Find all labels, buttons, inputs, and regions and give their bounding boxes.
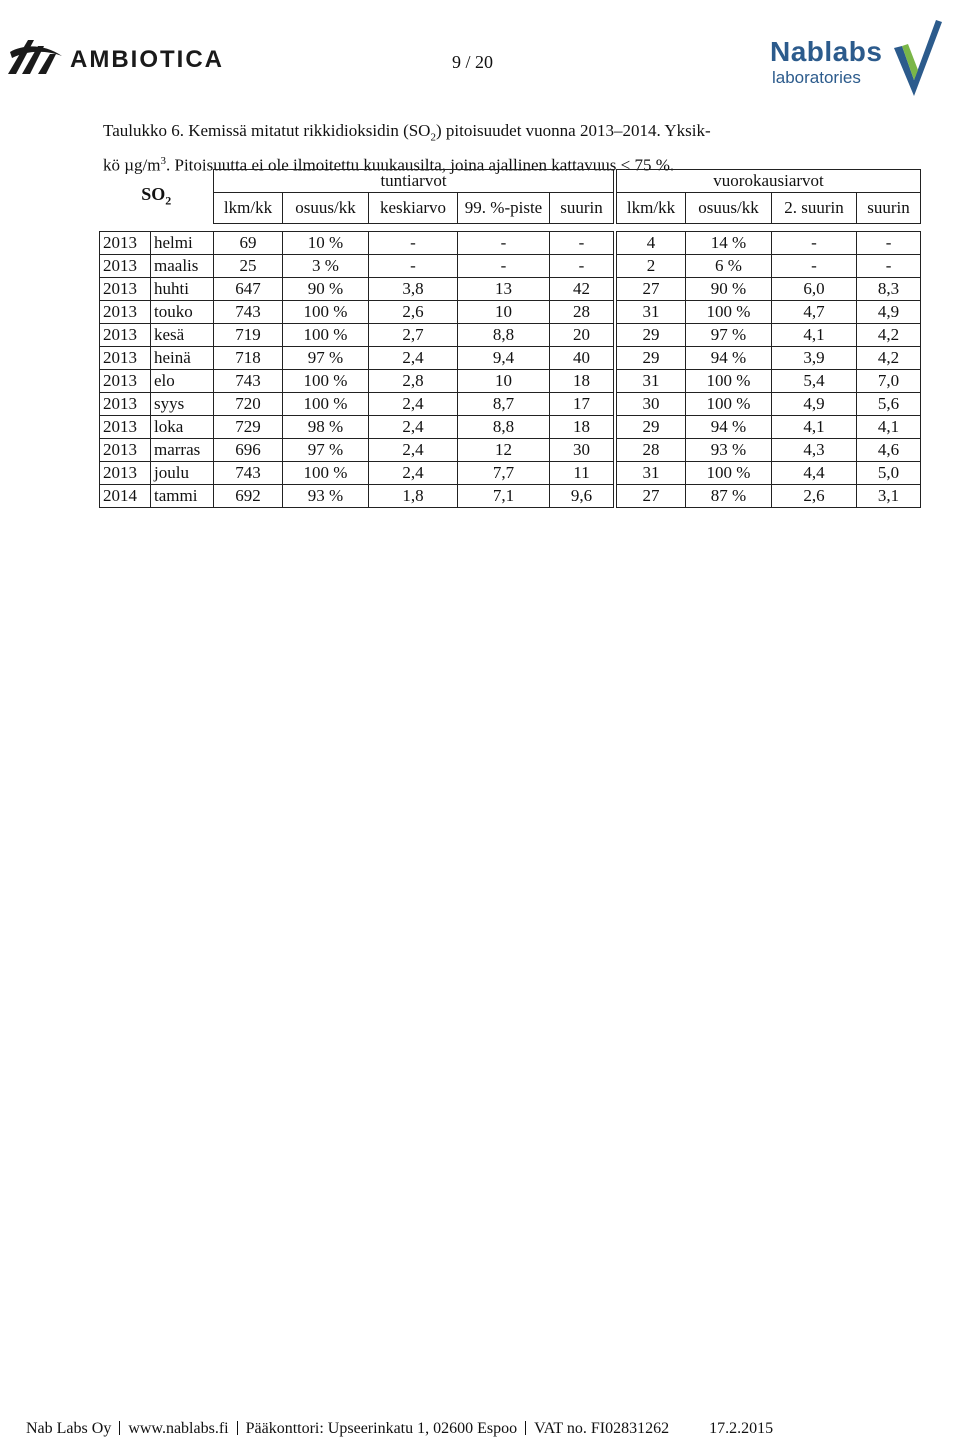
table-cell: 10 bbox=[458, 370, 550, 393]
row-year: 2013 bbox=[100, 393, 151, 416]
table-cell: 93 % bbox=[686, 439, 772, 462]
nablabs-brand-subtext: laboratories bbox=[772, 68, 861, 87]
table-row bbox=[100, 393, 921, 416]
table-cell: 90 % bbox=[686, 278, 772, 301]
table-cell: 4,9 bbox=[772, 393, 857, 416]
caption-text-2: ) pitoisuudet vuonna 2013–2014. Yksik- bbox=[435, 121, 711, 140]
table-row bbox=[100, 278, 921, 301]
col-header: 99. %-piste bbox=[458, 193, 550, 224]
table-cell: 4,2 bbox=[857, 347, 921, 370]
table-cell: 5,0 bbox=[857, 462, 921, 485]
nablabs-brand-text: Nablabs bbox=[770, 36, 883, 67]
caption-text-4: . Pitoisuutta ei ole ilmoitettu kuukausilta, joina ajallinen kattavuus < 75 %. bbox=[166, 156, 675, 176]
table-cell: 4,6 bbox=[857, 439, 921, 462]
table-cell: 18 bbox=[550, 416, 614, 439]
table-cell: 8,8 bbox=[458, 324, 550, 347]
table-cell: 17 bbox=[550, 393, 614, 416]
table-cell: 94 % bbox=[686, 347, 772, 370]
table-cell: 31 bbox=[617, 462, 686, 485]
row-month: loka bbox=[151, 416, 214, 439]
table-cell: 100 % bbox=[283, 393, 369, 416]
table-cell: 4,1 bbox=[772, 416, 857, 439]
table-cell: 2,4 bbox=[369, 393, 458, 416]
col-header: lkm/kk bbox=[617, 193, 686, 224]
table-cell: - bbox=[550, 255, 614, 278]
page-number: 9 / 20 bbox=[452, 52, 494, 72]
table-cell: 93 % bbox=[283, 485, 369, 508]
nablabs-checkmark-icon bbox=[888, 18, 948, 108]
table-cell: 719 bbox=[214, 324, 283, 347]
table-cell: 4,4 bbox=[772, 462, 857, 485]
table-cell: 729 bbox=[214, 416, 283, 439]
table-cell: 100 % bbox=[686, 393, 772, 416]
row-year: 2013 bbox=[100, 439, 151, 462]
table-cell: 29 bbox=[617, 416, 686, 439]
row-year: 2013 bbox=[100, 416, 151, 439]
table-cell: - bbox=[857, 232, 921, 255]
table-cell: 8,8 bbox=[458, 416, 550, 439]
table-cell: 10 bbox=[458, 301, 550, 324]
table-cell: - bbox=[458, 255, 550, 278]
table-row bbox=[100, 301, 921, 324]
row-month: elo bbox=[151, 370, 214, 393]
table-cell: 8,3 bbox=[857, 278, 921, 301]
row-year: 2013 bbox=[100, 324, 151, 347]
table-cell: 42 bbox=[550, 278, 614, 301]
footer-date: 17.2.2015 bbox=[709, 1420, 774, 1437]
table-cell: 4,1 bbox=[772, 324, 857, 347]
table-cell: 29 bbox=[617, 324, 686, 347]
table-cell: 6,0 bbox=[772, 278, 857, 301]
table-cell: 40 bbox=[550, 347, 614, 370]
ambiotica-brand-text: AMBIOTICA bbox=[70, 46, 224, 73]
row-month: heinä bbox=[151, 347, 214, 370]
table-cell: 100 % bbox=[686, 370, 772, 393]
table-cell: 69 bbox=[214, 232, 283, 255]
row-month: kesä bbox=[151, 324, 214, 347]
table-cell: 100 % bbox=[686, 301, 772, 324]
table-cell: 7,7 bbox=[458, 462, 550, 485]
table-cell: 9,6 bbox=[550, 485, 614, 508]
table-cell: 27 bbox=[617, 485, 686, 508]
row-year: 2013 bbox=[100, 462, 151, 485]
caption-sub: 2 bbox=[430, 131, 436, 144]
table-cell: 692 bbox=[214, 485, 283, 508]
footer-office: Pääkonttori: Upseerinkatu 1, 02600 Espoo bbox=[245, 1420, 518, 1437]
table-cell: 11 bbox=[550, 462, 614, 485]
table-cell: 743 bbox=[214, 370, 283, 393]
table-cell: 743 bbox=[214, 301, 283, 324]
table-cell: - bbox=[772, 232, 857, 255]
table-cell: 100 % bbox=[686, 462, 772, 485]
table-cell: 7,0 bbox=[857, 370, 921, 393]
table-cell: 98 % bbox=[283, 416, 369, 439]
table-cell: 3,1 bbox=[857, 485, 921, 508]
ambiotica-logo-mark-icon bbox=[4, 34, 66, 80]
table-cell: - bbox=[369, 232, 458, 255]
table-cell: 29 bbox=[617, 347, 686, 370]
table-cell: 14 % bbox=[686, 232, 772, 255]
table-cell: 7,1 bbox=[458, 485, 550, 508]
table-cell: 720 bbox=[214, 393, 283, 416]
so2-table bbox=[99, 169, 921, 508]
table-row bbox=[100, 255, 921, 278]
table-cell: 2,6 bbox=[369, 301, 458, 324]
table-cell: 100 % bbox=[283, 301, 369, 324]
table-cell: - bbox=[772, 255, 857, 278]
table-cell: 3,9 bbox=[772, 347, 857, 370]
caption-text-3: kö µg/m bbox=[103, 156, 161, 176]
table-cell: 6 % bbox=[686, 255, 772, 278]
table-cell: 2,4 bbox=[369, 462, 458, 485]
table-cell: 100 % bbox=[283, 462, 369, 485]
col-header: suurin bbox=[550, 193, 614, 224]
so2-label: $SO_2$ bbox=[141, 184, 172, 208]
row-year: 2014 bbox=[100, 485, 151, 508]
column-header-row bbox=[100, 193, 921, 224]
col-header: 2. suurin bbox=[772, 193, 857, 224]
table-cell: 28 bbox=[550, 301, 614, 324]
row-month: tammi bbox=[151, 485, 214, 508]
table-row bbox=[100, 485, 921, 508]
footer-vat: VAT no. FI02831262 bbox=[534, 1420, 670, 1437]
table-cell: 97 % bbox=[686, 324, 772, 347]
caption-sup: 3 bbox=[160, 155, 166, 168]
table-cell: 1,8 bbox=[369, 485, 458, 508]
table-cell: 718 bbox=[214, 347, 283, 370]
col-header: osuus/kk bbox=[686, 193, 772, 224]
table-cell: 27 bbox=[617, 278, 686, 301]
table-cell: 90 % bbox=[283, 278, 369, 301]
table-cell: 25 bbox=[214, 255, 283, 278]
row-year: 2013 bbox=[100, 301, 151, 324]
table-cell: 31 bbox=[617, 301, 686, 324]
nablabs-logo bbox=[768, 18, 948, 108]
row-month: touko bbox=[151, 301, 214, 324]
table-row bbox=[100, 462, 921, 485]
table-cell: - bbox=[458, 232, 550, 255]
col-header: keskiarvo bbox=[369, 193, 458, 224]
table-cell: 9,4 bbox=[458, 347, 550, 370]
table-cell: 4,7 bbox=[772, 301, 857, 324]
table-cell: - bbox=[857, 255, 921, 278]
table-cell: 18 bbox=[550, 370, 614, 393]
row-month: marras bbox=[151, 439, 214, 462]
table-cell: - bbox=[550, 232, 614, 255]
table-cell: 5,6 bbox=[857, 393, 921, 416]
table-row bbox=[100, 439, 921, 462]
caption-text-1: Taulukko 6. Kemissä mitatut rikkidioksidin (SO bbox=[103, 121, 431, 140]
row-month: syys bbox=[151, 393, 214, 416]
row-year: 2013 bbox=[100, 347, 151, 370]
table-cell: 12 bbox=[458, 439, 550, 462]
table-cell: 2,4 bbox=[369, 439, 458, 462]
table-row bbox=[100, 416, 921, 439]
table-cell: 97 % bbox=[283, 439, 369, 462]
table-row bbox=[100, 232, 921, 255]
row-year: 2013 bbox=[100, 255, 151, 278]
row-month: huhti bbox=[151, 278, 214, 301]
table-cell: 31 bbox=[617, 370, 686, 393]
table-cell: 87 % bbox=[686, 485, 772, 508]
table-cell: 647 bbox=[214, 278, 283, 301]
table-cell: 2,8 bbox=[369, 370, 458, 393]
table-row bbox=[100, 370, 921, 393]
table-cell: 13 bbox=[458, 278, 550, 301]
table-cell: 743 bbox=[214, 462, 283, 485]
row-year: 2013 bbox=[100, 278, 151, 301]
col-header: suurin bbox=[857, 193, 921, 224]
table-cell: 100 % bbox=[283, 324, 369, 347]
table-cell: 30 bbox=[617, 393, 686, 416]
col-header: lkm/kk bbox=[214, 193, 283, 224]
table-cell: 4,9 bbox=[857, 301, 921, 324]
group-daily: vuorokausiarvot bbox=[617, 170, 921, 193]
table-row bbox=[100, 347, 921, 370]
table-cell: 2,6 bbox=[772, 485, 857, 508]
row-month: joulu bbox=[151, 462, 214, 485]
table-cell: 8,7 bbox=[458, 393, 550, 416]
table-cell: 94 % bbox=[686, 416, 772, 439]
table-cell: 20 bbox=[550, 324, 614, 347]
table-cell: 696 bbox=[214, 439, 283, 462]
table-cell: 97 % bbox=[283, 347, 369, 370]
table-cell: 2,7 bbox=[369, 324, 458, 347]
table-cell: 5,4 bbox=[772, 370, 857, 393]
group-hourly: tuntiarvot bbox=[214, 170, 614, 193]
ambiotica-logo bbox=[4, 34, 264, 80]
page-footer bbox=[26, 1420, 773, 1438]
table-cell: 4,3 bbox=[772, 439, 857, 462]
table-cell: 3 % bbox=[283, 255, 369, 278]
row-month: helmi bbox=[151, 232, 214, 255]
table-cell: 2,4 bbox=[369, 416, 458, 439]
footer-website: www.nablabs.fi bbox=[128, 1420, 229, 1437]
table-cell: 2,4 bbox=[369, 347, 458, 370]
table-cell: 4 bbox=[617, 232, 686, 255]
row-year: 2013 bbox=[100, 370, 151, 393]
table-cell: 30 bbox=[550, 439, 614, 462]
table-cell: 4,2 bbox=[857, 324, 921, 347]
footer-company: Nab Labs Oy bbox=[26, 1420, 112, 1437]
table-cell: 10 % bbox=[283, 232, 369, 255]
table-cell: - bbox=[369, 255, 458, 278]
table-row bbox=[100, 324, 921, 347]
table-cell: 100 % bbox=[283, 370, 369, 393]
table-cell: 2 bbox=[617, 255, 686, 278]
row-year: 2013 bbox=[100, 232, 151, 255]
table-cell: 28 bbox=[617, 439, 686, 462]
row-month: maalis bbox=[151, 255, 214, 278]
col-header: osuus/kk bbox=[283, 193, 369, 224]
table-cell: 4,1 bbox=[857, 416, 921, 439]
table-cell: 3,8 bbox=[369, 278, 458, 301]
